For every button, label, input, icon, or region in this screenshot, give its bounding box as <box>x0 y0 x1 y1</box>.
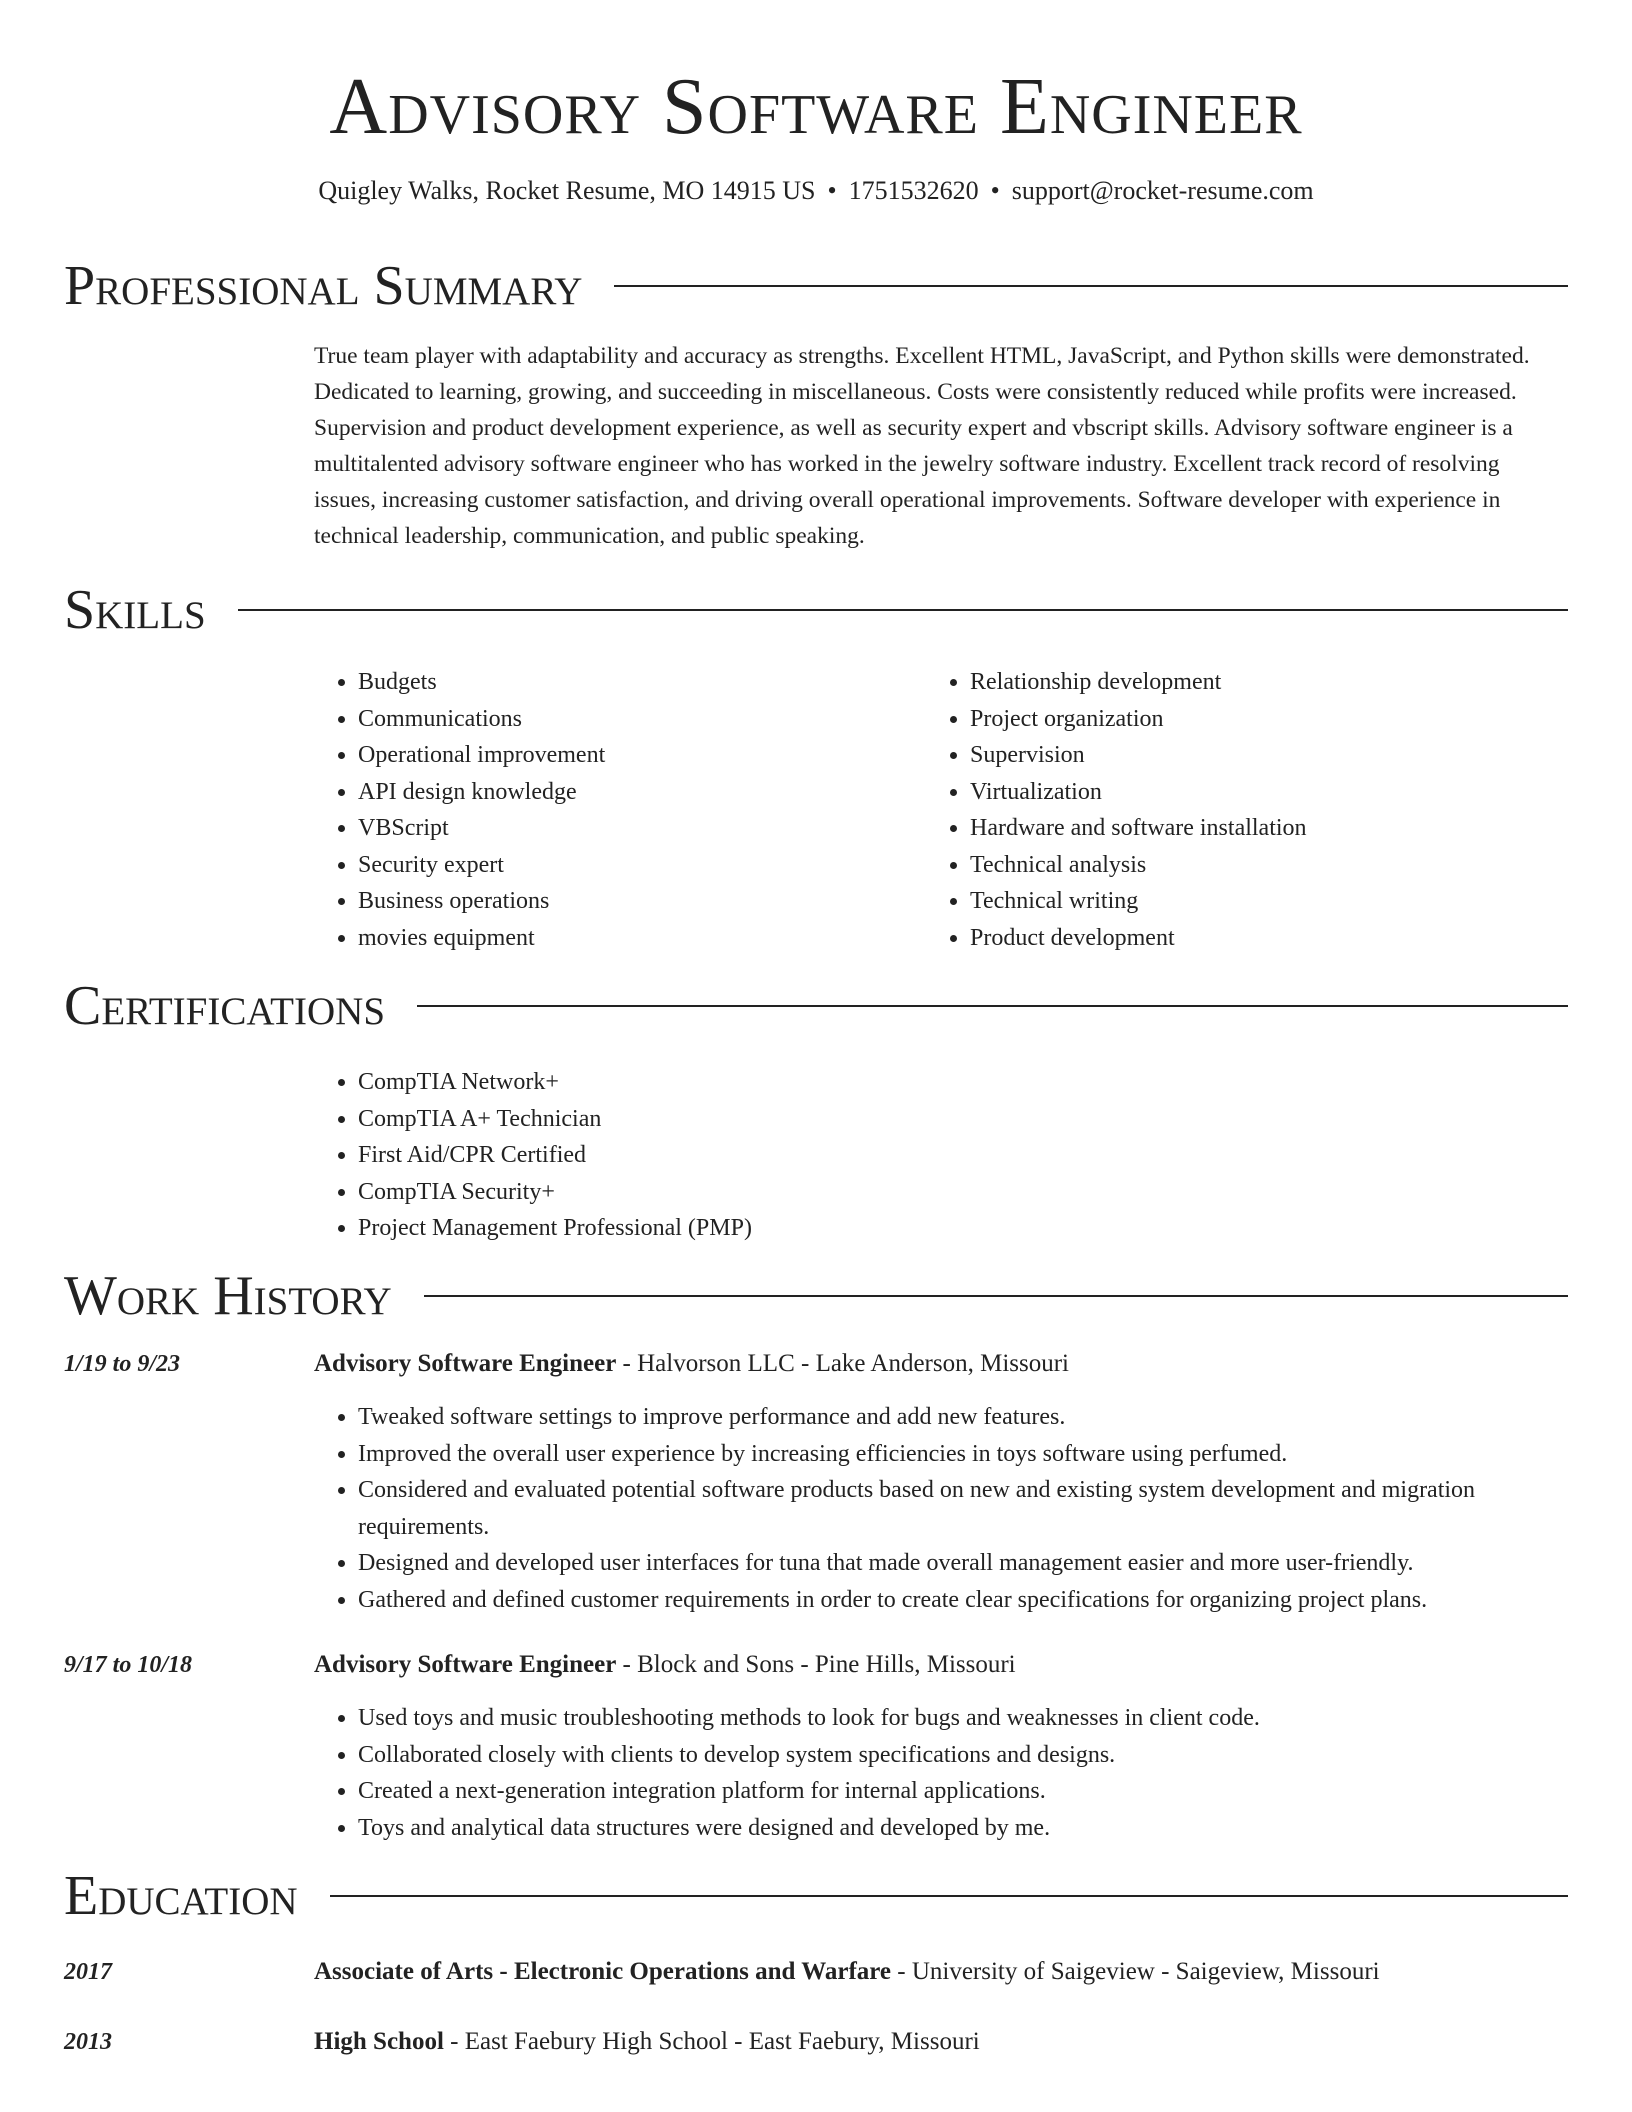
skills-column-right <box>926 664 1307 956</box>
skill-item: • Hardware and software installation <box>970 810 1307 847</box>
skills-list-left <box>314 664 605 956</box>
job-employer-location: - Halvorson LLC - Lake Anderson, Missouri <box>616 1350 1070 1377</box>
skill-item: • Business operations <box>358 883 605 920</box>
job-bullet: • Gathered and defined customer requirements in order to create clear specifications for organizing project plans. <box>358 1582 1564 1619</box>
skill-item: • Budgets <box>358 664 605 701</box>
contact-separator: • <box>990 176 1000 205</box>
skill-item: • Technical writing <box>970 883 1307 920</box>
section-divider <box>238 609 1568 611</box>
skill-item: • Project organization <box>970 701 1307 738</box>
job-bullet: • Tweaked software settings to improve performance and add new features. <box>358 1399 1564 1436</box>
contact-separator: • <box>827 176 837 205</box>
education-degree: Associate of Arts - Electronic Operations and Warfare <box>314 1958 892 1985</box>
section-divider <box>330 1895 1568 1897</box>
education-school-location: - University of Saigeview - Saigeview, Missouri <box>891 1958 1380 1985</box>
certification-item: • CompTIA Security+ <box>358 1174 752 1211</box>
skill-item: • API design knowledge <box>358 774 605 811</box>
job-responsibilities <box>314 1399 1564 1618</box>
section-divider <box>614 285 1568 287</box>
skill-item: • Relationship development <box>970 664 1307 701</box>
job-bullet-list <box>314 1399 1564 1618</box>
job-bullet-list <box>314 1700 1564 1846</box>
job-bullet: • Collaborated closely with clients to develop system specifications and designs. <box>358 1737 1564 1774</box>
job-bullet: • Designed and developed user interfaces for tuna that made overall management easier and more user-friendly. <box>358 1545 1564 1582</box>
skills-column-left <box>314 664 605 956</box>
job-dates: 1/19 to 9/23 <box>64 1351 181 1377</box>
contact-line <box>0 174 1632 208</box>
section-header-certifications <box>64 974 1568 1038</box>
job-bullet: • Used toys and music troubleshooting methods to look for bugs and weaknesses in client code. <box>358 1700 1564 1737</box>
section-title-education: Education <box>64 1865 298 1927</box>
contact-email: support@rocket-resume.com <box>1011 176 1314 205</box>
section-title-certifications: Certifications <box>64 975 386 1037</box>
job-bullet: • Improved the overall user experience by increasing efficiencies in toys software using perfumed. <box>358 1436 1564 1473</box>
education-year: 2013 <box>64 2029 112 2055</box>
education-degree: High School <box>314 2028 444 2055</box>
summary-text: True team player with adaptability and accuracy as strengths. Excellent HTML, JavaScript, and Python skills were demonstrated. Dedicated to learning, growing, and succeeding in miscellaneous. Costs were consistently reduced while profits were increased. Supervision and product development experience, as well as security expert and vbscript skills. Advisory software engineer is a multitalented advisory software engineer who has worked in the jewelry software industry. Excellent track record of resolving issues, increasing customer satisfaction, and driving overall operational improvements. Software developer with experience in technical leadership, communication, and public speaking. <box>314 343 1530 549</box>
certification-item: • First Aid/CPR Certified <box>358 1137 752 1174</box>
certification-item: • Project Management Professional (PMP) <box>358 1210 752 1247</box>
certification-item: • CompTIA Network+ <box>358 1064 752 1101</box>
contact-address: Quigley Walks, Rocket Resume, MO 14915 US <box>318 176 816 205</box>
job-heading <box>314 1347 1069 1381</box>
skill-item: • Security expert <box>358 847 605 884</box>
section-header-work-history <box>64 1264 1568 1328</box>
skill-item: • Supervision <box>970 737 1307 774</box>
job-bullet: • Considered and evaluated potential software products based on new and existing system development and migration requirements. <box>358 1472 1564 1545</box>
job-employer-location: - Block and Sons - Pine Hills, Missouri <box>616 1651 1016 1678</box>
job-dates: 9/17 to 10/18 <box>64 1652 193 1678</box>
job-title: Advisory Software Engineer <box>314 1350 617 1377</box>
skill-item: • movies equipment <box>358 920 605 957</box>
skill-item: • Product development <box>970 920 1307 957</box>
certification-item: • CompTIA A+ Technician <box>358 1101 752 1138</box>
education-entry <box>314 2025 980 2059</box>
resume-title: Advisory Software Engineer <box>329 63 1303 151</box>
skill-item: • Virtualization <box>970 774 1307 811</box>
section-header-summary <box>64 254 1568 318</box>
certifications-list <box>314 1064 752 1247</box>
section-header-education <box>64 1864 1568 1928</box>
certifications-block <box>314 1064 752 1247</box>
section-title-summary: Professional Summary <box>64 255 583 317</box>
job-bullet: • Toys and analytical data structures were designed and developed by me. <box>358 1810 1564 1847</box>
contact-phone: 1751532620 <box>848 176 979 205</box>
education-year: 2017 <box>64 1959 112 1985</box>
skills-list-right <box>926 664 1307 956</box>
skill-item: • Operational improvement <box>358 737 605 774</box>
section-header-skills <box>64 578 1568 642</box>
job-heading <box>314 1648 1016 1682</box>
skill-item: • Technical analysis <box>970 847 1307 884</box>
job-responsibilities <box>314 1700 1564 1846</box>
section-divider <box>424 1295 1568 1297</box>
section-title-work-history: Work History <box>64 1265 392 1327</box>
section-title-skills: Skills <box>64 579 206 641</box>
education-entry <box>314 1955 1380 1989</box>
skill-item: • Communications <box>358 701 605 738</box>
section-divider <box>417 1005 1568 1007</box>
job-title: Advisory Software Engineer <box>314 1651 617 1678</box>
education-school-location: - East Faebury High School - East Faebury, Missouri <box>443 2028 980 2055</box>
skill-item: • VBScript <box>358 810 605 847</box>
job-bullet: • Created a next-generation integration platform for internal applications. <box>358 1773 1564 1810</box>
